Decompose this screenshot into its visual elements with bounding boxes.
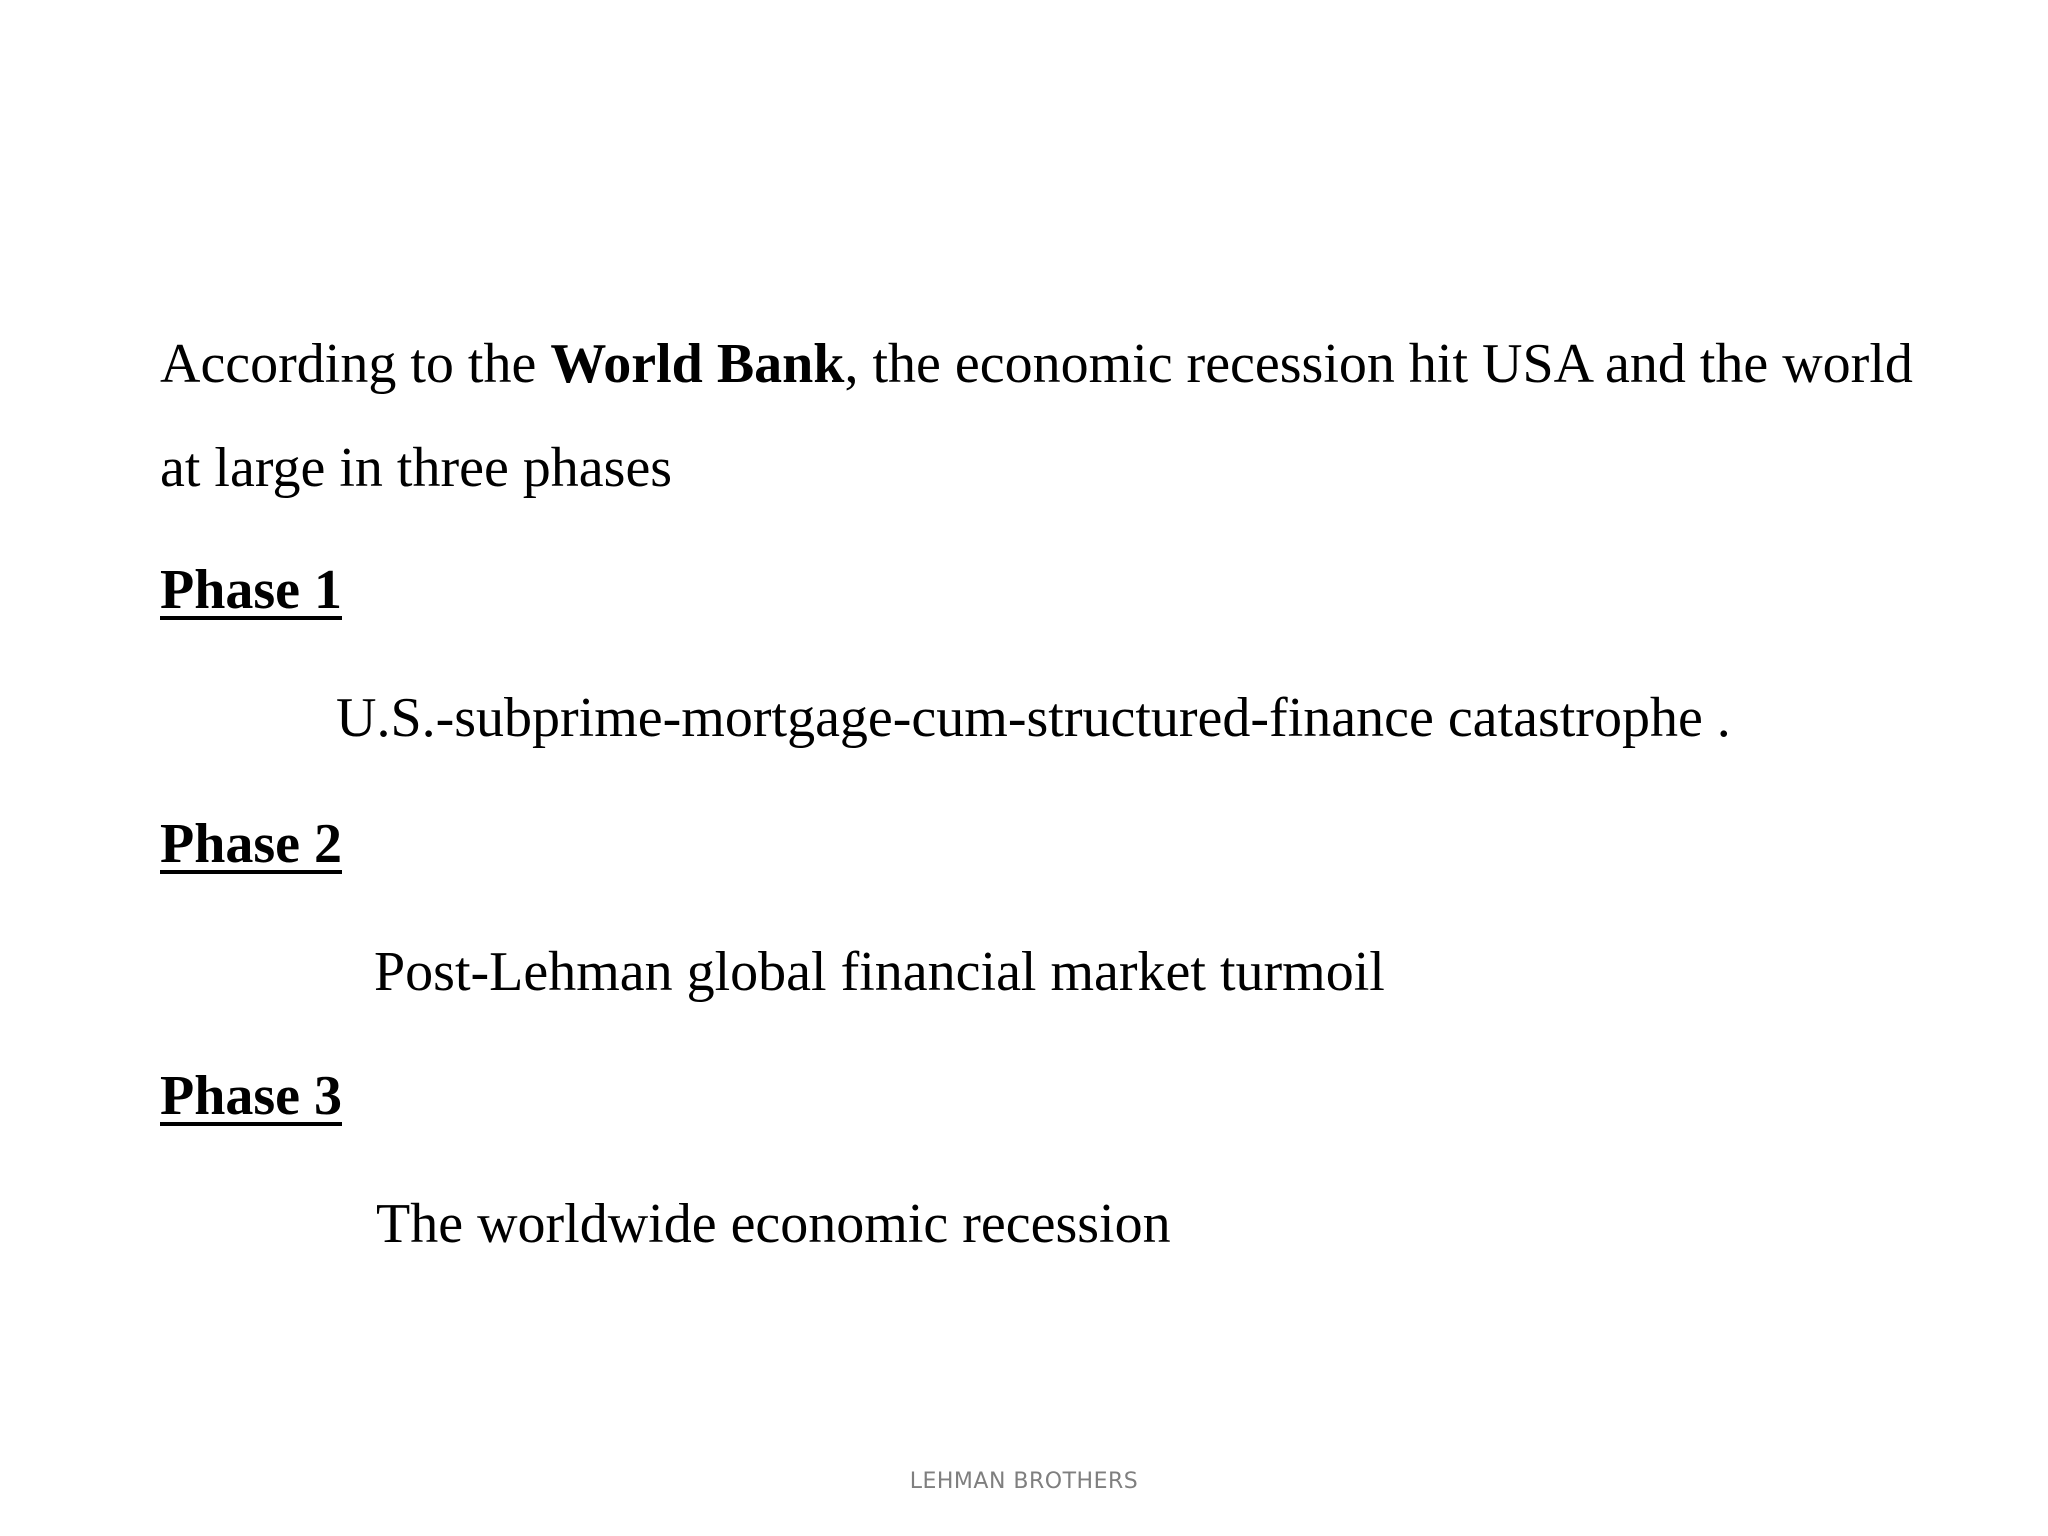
phase-2-description: Post-Lehman global financial market turmoil	[374, 941, 1385, 1003]
phase-3-description: The worldwide economic recession	[376, 1193, 1171, 1255]
intro-suffix: , the economic recession hit USA and the world at large in three phases	[160, 333, 1913, 499]
phase-1-heading: Phase 1	[160, 559, 342, 621]
world-bank-emphasis: World Bank	[550, 333, 845, 395]
phase-1-description: U.S.-subprime-mortgage-cum-structured-finance catastrophe .	[336, 687, 1731, 749]
phase-2-heading: Phase 2	[160, 813, 342, 875]
intro-prefix: According to the	[160, 333, 551, 395]
intro-paragraph	[160, 312, 1920, 520]
slide-footer: LEHMAN BROTHERS	[909, 1469, 1139, 1494]
phase-3-heading: Phase 3	[160, 1065, 342, 1127]
